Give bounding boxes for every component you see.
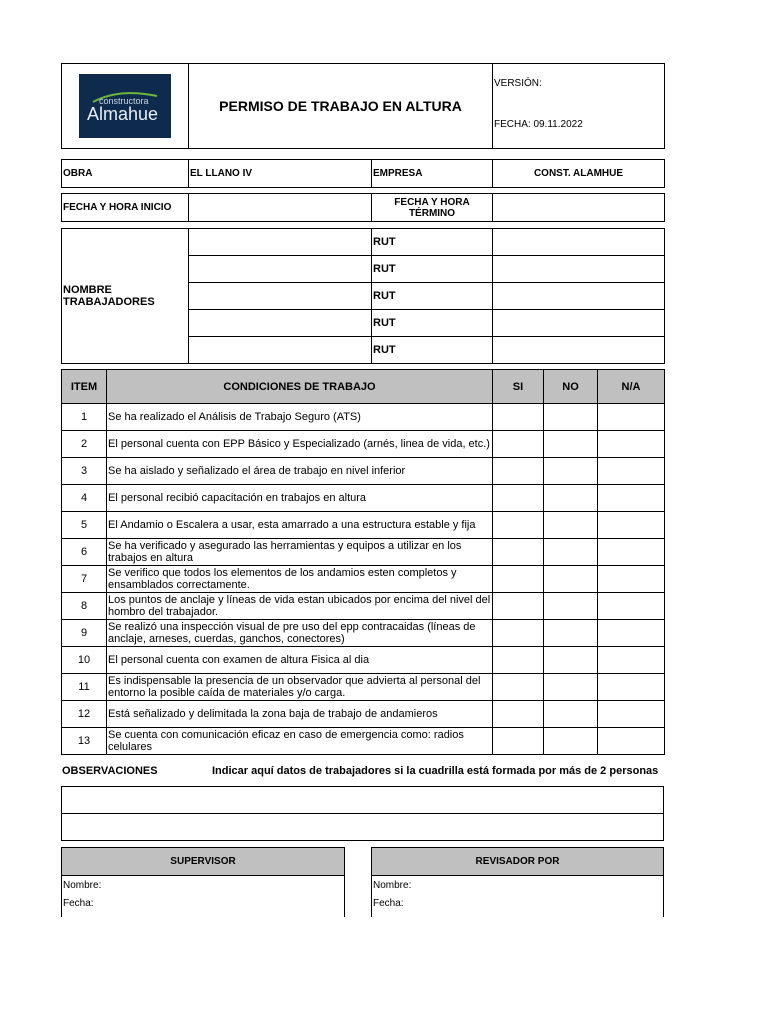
revisador-nombre[interactable]: Nombre: [373,880,412,891]
table-row [62,512,665,539]
supervisor-nombre[interactable]: Nombre: [63,880,102,891]
table-row [62,728,665,755]
table-row [62,485,665,512]
no-checkbox[interactable] [544,620,598,647]
fecha-label: FECHA: 09.11.2022 [494,119,583,130]
no-checkbox[interactable] [544,593,598,620]
table-row [62,566,665,593]
item-number: 10 [62,647,107,674]
table-row [62,404,665,431]
si-checkbox[interactable] [493,512,544,539]
na-checkbox[interactable] [598,593,665,620]
logo-big-text: Almahue [87,104,159,124]
rut-label: RUT [372,310,493,337]
table-row [62,431,665,458]
no-checkbox[interactable] [544,728,598,755]
si-checkbox[interactable] [493,404,544,431]
revisador-fecha[interactable]: Fecha: [373,898,404,909]
empresa-value[interactable]: CONST. ALAMHUE [493,160,665,188]
rut-field[interactable] [493,337,665,364]
no-checkbox[interactable] [544,458,598,485]
si-checkbox[interactable] [493,620,544,647]
condition-text: El personal cuenta con EPP Básico y Especializado (arnés, linea de vida, etc.) [107,431,493,458]
version-cell [493,64,665,149]
si-checkbox[interactable] [493,728,544,755]
na-checkbox[interactable] [598,620,665,647]
si-checkbox[interactable] [493,485,544,512]
si-checkbox[interactable] [493,647,544,674]
rut-field[interactable] [493,283,665,310]
si-checkbox[interactable] [493,701,544,728]
rut-label: RUT [372,256,493,283]
na-checkbox[interactable] [598,404,665,431]
observaciones-label: OBSERVACIONES [62,765,158,777]
supervisor-title: SUPERVISOR [62,848,344,876]
inicio-value-field[interactable] [189,194,372,222]
empresa-label: EMPRESA [372,160,493,188]
si-checkbox[interactable] [493,539,544,566]
no-checkbox[interactable] [544,404,598,431]
title-text: PERMISO DE TRABAJO EN ALTURA [219,98,462,114]
rut-field[interactable] [493,256,665,283]
no-checkbox[interactable] [544,566,598,593]
condition-text: Está señalizado y delimitada la zona baja de trabajo de andamieros [107,701,493,728]
supervisor-box [61,847,345,917]
header-si: SI [493,370,544,404]
no-checkbox[interactable] [544,485,598,512]
item-number: 5 [62,512,107,539]
condition-text: Se realizó una inspección visual de pre uso del epp contracaidas (líneas de anclaje, arneses, cuerdas, ganchos, conectores) [107,620,493,647]
observaciones-table [61,786,664,841]
logo-small-text: constructora [99,96,149,106]
observaciones-field[interactable] [62,787,664,814]
item-number: 2 [62,431,107,458]
worker-name-field[interactable] [189,283,372,310]
obra-label: OBRA [62,160,189,188]
worker-name-field[interactable] [189,337,372,364]
item-number: 9 [62,620,107,647]
condition-text: El personal cuenta con examen de altura Fisica al dia [107,647,493,674]
header-conditions: CONDICIONES DE TRABAJO [107,370,493,404]
na-checkbox[interactable] [598,701,665,728]
no-checkbox[interactable] [544,647,598,674]
item-number: 6 [62,539,107,566]
rut-label: RUT [372,337,493,364]
table-row [62,458,665,485]
table-row [62,620,665,647]
item-number: 12 [62,701,107,728]
condition-text: El Andamio o Escalera a usar, esta amarrado a una estructura estable y fija [107,512,493,539]
no-checkbox[interactable] [544,701,598,728]
si-checkbox[interactable] [493,431,544,458]
page-title [189,64,493,149]
no-checkbox[interactable] [544,431,598,458]
si-checkbox[interactable] [493,674,544,701]
no-checkbox[interactable] [544,512,598,539]
conditions-table [61,369,665,755]
na-checkbox[interactable] [598,728,665,755]
si-checkbox[interactable] [493,566,544,593]
termino-label: FECHA Y HORA TÉRMINO [372,194,493,222]
na-checkbox[interactable] [598,539,665,566]
na-checkbox[interactable] [598,647,665,674]
item-number: 11 [62,674,107,701]
table-row [62,647,665,674]
table-row [62,539,665,566]
rut-field[interactable] [493,229,665,256]
table-row [62,674,665,701]
si-checkbox[interactable] [493,593,544,620]
na-checkbox[interactable] [598,431,665,458]
condition-text: Se ha aislado y señalizado el área de trabajo en nivel inferior [107,458,493,485]
header-na: N/A [598,370,665,404]
fecha-table [61,193,665,222]
item-number: 4 [62,485,107,512]
na-checkbox[interactable] [598,512,665,539]
rut-label: RUT [372,283,493,310]
na-checkbox[interactable] [598,458,665,485]
worker-name-field[interactable] [189,256,372,283]
workers-label: NOMBRE TRABAJADORES [62,229,189,364]
obra-value[interactable]: EL LLANO IV [189,160,372,188]
item-number: 13 [62,728,107,755]
observaciones-field[interactable] [62,814,664,841]
item-number: 7 [62,566,107,593]
header-no: NO [544,370,598,404]
worker-name-field[interactable] [189,310,372,337]
condition-text: El personal recibió capacitación en trabajos en altura [107,485,493,512]
na-checkbox[interactable] [598,485,665,512]
header-table [61,63,665,149]
condition-text: Los puntos de anclaje y líneas de vida estan ubicados por encima del nivel del hombro del trabajador. [107,593,493,620]
condition-text: Se verifico que todos los elementos de los andamios esten completos y ensamblados correctamente. [107,566,493,593]
observaciones-note: Indicar aquí datos de trabajadores si la cuadrilla está formada por más de 2 personas [212,765,659,777]
version-label: VERSIÓN: [494,78,542,89]
workers-table [61,228,665,364]
rut-label: RUT [372,229,493,256]
revisador-box [371,847,664,917]
si-checkbox[interactable] [493,458,544,485]
worker-name-field[interactable] [189,229,372,256]
no-checkbox[interactable] [544,539,598,566]
supervisor-fecha[interactable]: Fecha: [63,898,94,909]
obra-table [61,159,665,188]
table-row [62,701,665,728]
item-number: 3 [62,458,107,485]
na-checkbox[interactable] [598,674,665,701]
termino-value-field[interactable] [493,194,665,222]
rut-field[interactable] [493,310,665,337]
item-number: 8 [62,593,107,620]
company-logo [79,74,171,138]
logo-cell [62,64,189,149]
condition-text: Se ha realizado el Análisis de Trabajo Seguro (ATS) [107,404,493,431]
item-number: 1 [62,404,107,431]
condition-text: Se ha verificado y asegurado las herramientas y equipos a utilizar en los trabajos en altura [107,539,493,566]
header-item: ITEM [62,370,107,404]
no-checkbox[interactable] [544,674,598,701]
condition-text: Se cuenta con comunicación eficaz en caso de emergencia como: radios celulares [107,728,493,755]
revisador-title: REVISADOR POR [372,848,663,876]
table-row [62,593,665,620]
inicio-label: FECHA Y HORA INICIO [62,194,189,222]
condition-text: Es indispensable la presencia de un observador que advierta al personal del entorno la posible caída de materiales y/o carga. [107,674,493,701]
na-checkbox[interactable] [598,566,665,593]
